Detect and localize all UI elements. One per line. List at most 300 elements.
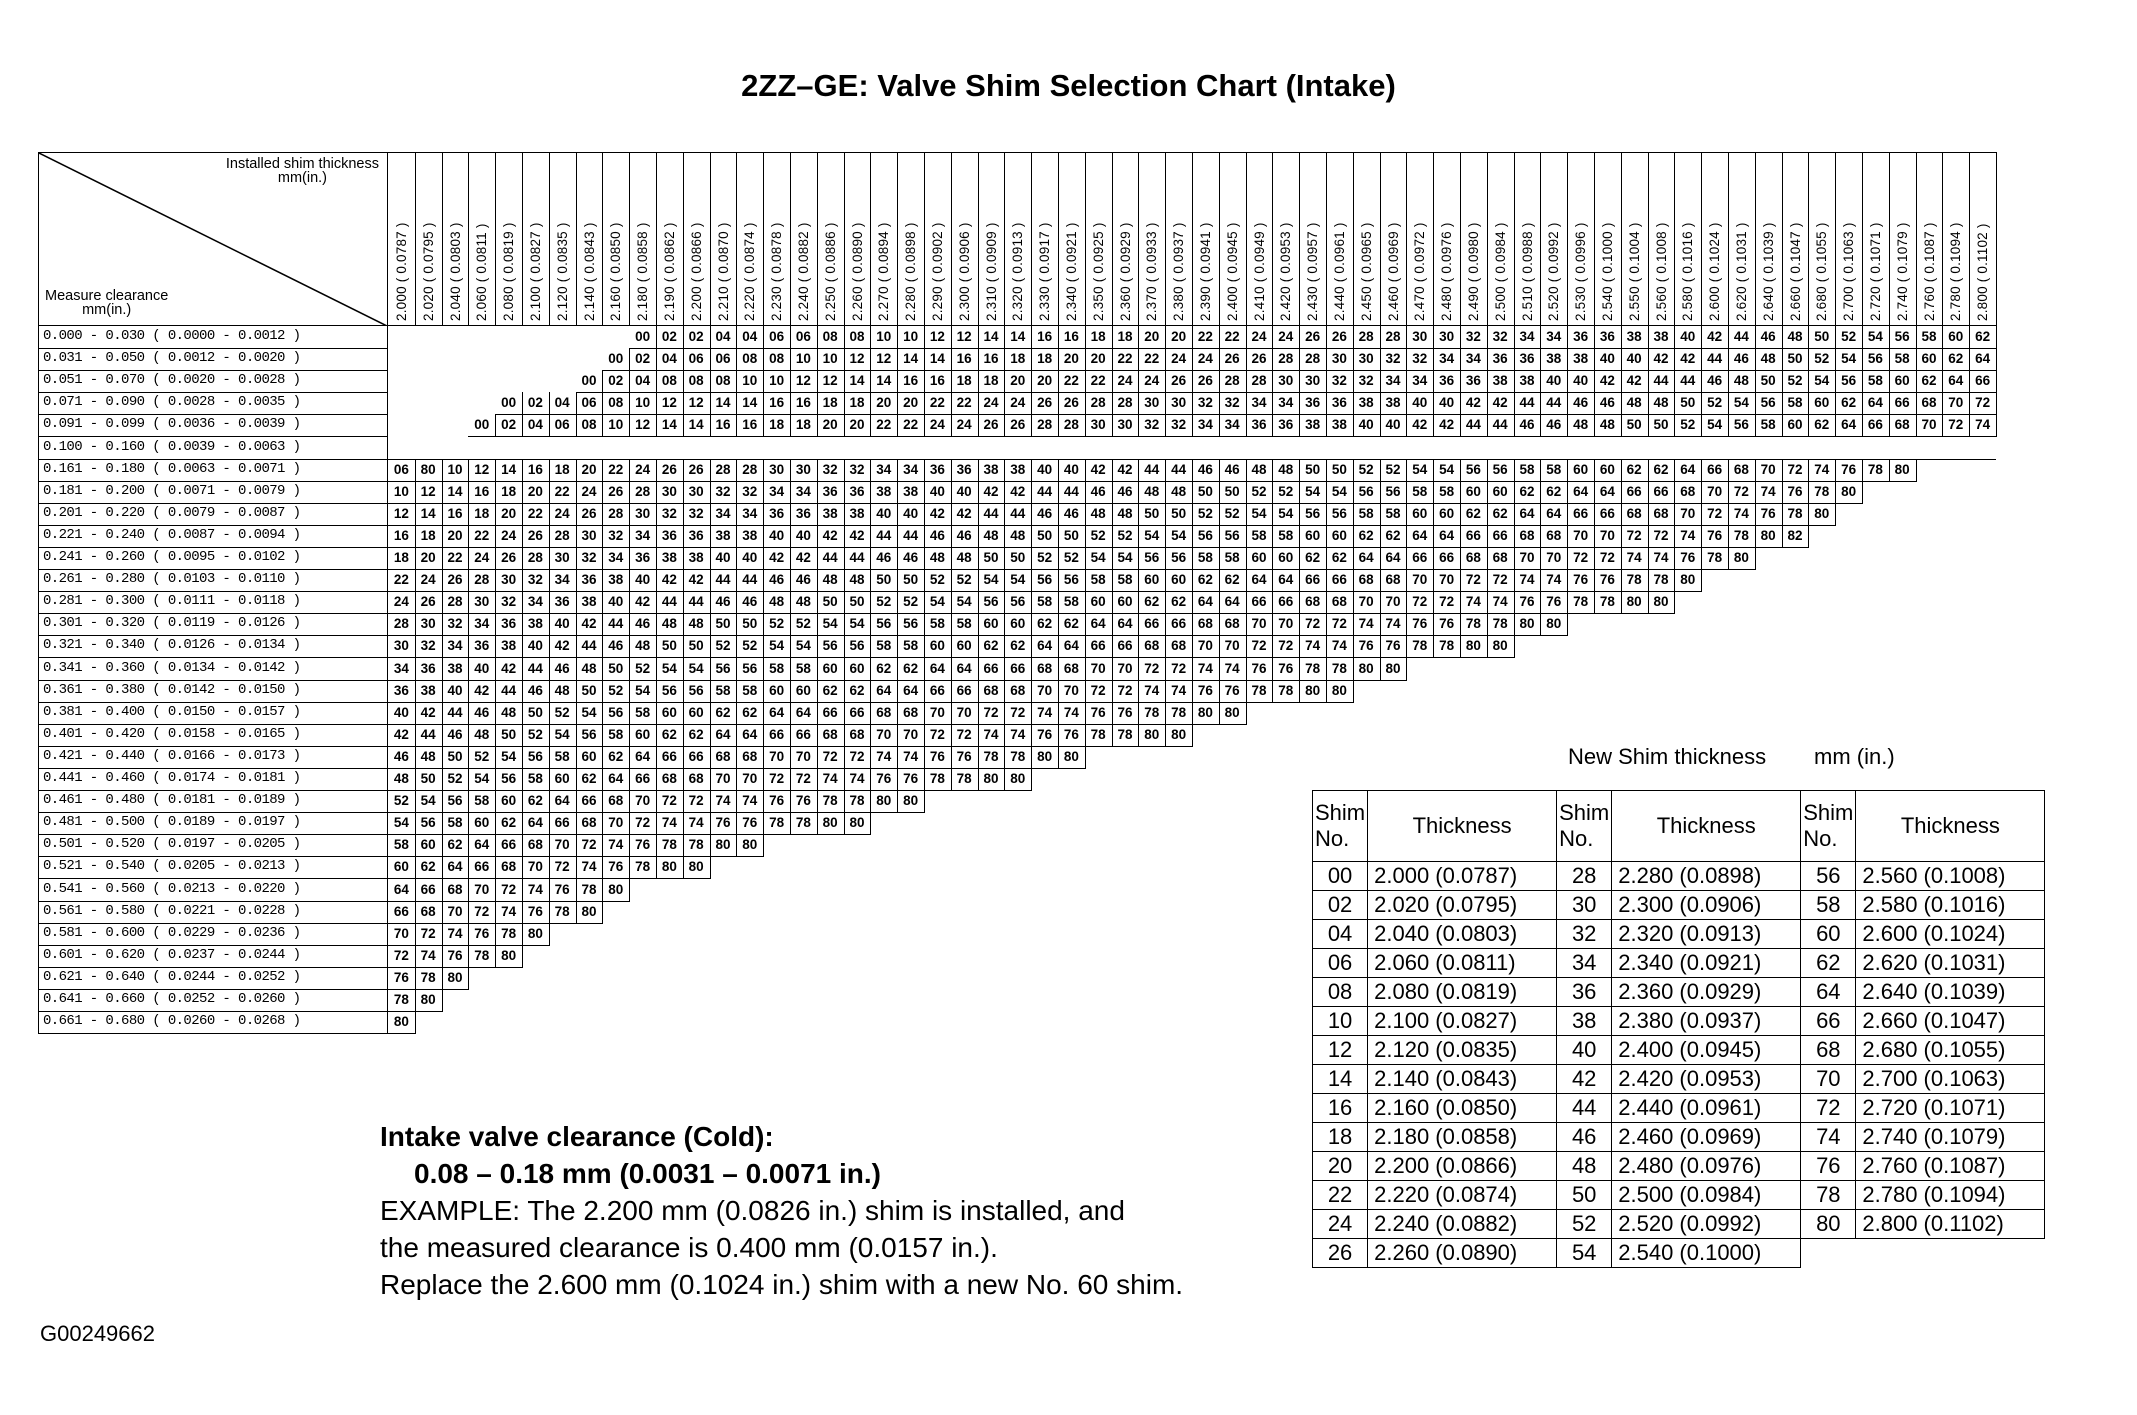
shim-cell: 60 — [978, 613, 1006, 636]
shim-cell: 66 — [1594, 503, 1622, 526]
shim-cell: 20 — [415, 547, 443, 570]
shim-cell: 64 — [522, 812, 550, 835]
shim-cell: 64 — [468, 834, 496, 857]
shim-cell: 70 — [1514, 547, 1542, 570]
shim-cell: 48 — [495, 702, 523, 725]
shim-cell: 36 — [576, 569, 604, 592]
installed-col-header — [1380, 152, 1408, 326]
shim-cell: 16 — [388, 525, 416, 548]
shim-cell: 74 — [1808, 459, 1836, 482]
shim-cell: 80 — [1058, 746, 1086, 769]
shim-cell: 62 — [1540, 481, 1568, 504]
installed-col-label: 2.240 ( 0.0882 ) — [796, 222, 811, 321]
shim-cell: 64 — [763, 702, 791, 725]
shim-cell: 34 — [1433, 348, 1461, 371]
shim-thickness-cell: 2.700 (0.1063) — [1856, 1065, 2045, 1094]
shim-cell: 80 — [442, 967, 470, 990]
shim-cell: 28 — [629, 481, 657, 504]
shim-cell: 52 — [710, 635, 738, 658]
shim-cell: 12 — [656, 392, 684, 415]
shim-cell: 54 — [1862, 326, 1890, 349]
empty-cell — [468, 370, 495, 392]
shim-cell: 28 — [1085, 392, 1113, 415]
shim-thickness-cell: 2.640 (0.1039) — [1856, 978, 2045, 1007]
shim-cell: 56 — [870, 613, 898, 636]
shim-cell: 80 — [978, 768, 1006, 791]
shim-cell: 58 — [790, 658, 818, 681]
clearance-row-label — [38, 834, 388, 857]
shim-cell: 66 — [1567, 503, 1595, 526]
shim-thickness-cell — [1856, 1239, 2045, 1268]
shim-cell: 64 — [442, 856, 470, 879]
shim-cell: 72 — [844, 746, 872, 769]
shim-thickness-cell: 2.360 (0.0929) — [1612, 978, 1801, 1007]
shim-thickness-cell: 2.160 (0.0850) — [1368, 1094, 1557, 1123]
shim-cell: 18 — [978, 370, 1006, 393]
shim-cell: 28 — [1031, 414, 1059, 437]
installed-col-label: 2.020 ( 0.0795 ) — [420, 222, 436, 321]
shim-cell: 26 — [683, 459, 711, 482]
shim-cell: 40 — [1594, 348, 1622, 371]
shim-no-cell: 40 — [1557, 1036, 1612, 1065]
shim-cell: 32 — [1219, 392, 1247, 415]
shim-cell: 20 — [1165, 326, 1193, 349]
shim-cell: 52 — [1701, 392, 1729, 415]
installed-col-header — [388, 152, 416, 326]
shim-cell: 60 — [388, 856, 416, 879]
shim-cell: 36 — [1246, 414, 1274, 437]
shim-cell: 22 — [1085, 370, 1113, 393]
shim-cell: 74 — [736, 790, 764, 813]
new-shim-header-row — [1313, 791, 2045, 862]
shim-cell: 50 — [1031, 525, 1059, 548]
shim-cell: 10 — [870, 326, 898, 349]
shim-cell: 18 — [388, 547, 416, 570]
shim-cell: 76 — [1353, 635, 1381, 658]
shim-cell: 80 — [1192, 702, 1220, 725]
empty-cell — [388, 348, 415, 370]
clearance-row-label — [38, 481, 388, 504]
installed-col-label: 2.250 ( 0.0886 ) — [822, 222, 838, 321]
shim-cell: 02 — [495, 414, 523, 437]
shim-cell: 80 — [576, 901, 604, 924]
shim-cell: 70 — [897, 724, 925, 747]
shim-cell: 14 — [870, 370, 898, 393]
shim-thickness-cell: 2.500 (0.0984) — [1612, 1181, 1801, 1210]
shim-no-cell: 22 — [1313, 1181, 1368, 1210]
shim-cell: 16 — [790, 392, 818, 415]
shim-cell: 38 — [442, 658, 470, 681]
shim-cell: 72 — [1728, 481, 1756, 504]
shim-cell: 26 — [495, 547, 523, 570]
shim-cell: 12 — [388, 503, 416, 526]
shim-cell: 58 — [763, 658, 791, 681]
installed-col-label: 2.310 ( 0.0909 ) — [983, 222, 999, 321]
installed-col-header — [978, 152, 1006, 326]
shim-cell: 74 — [1487, 591, 1515, 614]
shim-cell: 44 — [817, 547, 845, 570]
shim-cell: 64 — [1942, 370, 1970, 393]
clearance-row-label — [38, 348, 388, 371]
shim-cell: 42 — [1594, 370, 1622, 393]
shim-cell: 68 — [710, 746, 738, 769]
shim-cell: 42 — [388, 724, 416, 747]
shim-cell: 32 — [415, 635, 443, 658]
shim-cell: 74 — [1380, 613, 1408, 636]
shim-cell: 16 — [736, 414, 764, 437]
shim-cell: 36 — [415, 658, 443, 681]
shim-no-cell: 66 — [1801, 1007, 1856, 1036]
installed-col-label: 2.350 ( 0.0925 ) — [1090, 222, 1106, 321]
shim-cell: 30 — [415, 613, 443, 636]
shim-cell: 68 — [844, 724, 872, 747]
shim-cell: 78 — [1728, 525, 1756, 548]
shim-thickness-cell: 2.220 (0.0874) — [1368, 1181, 1557, 1210]
shim-cell: 42 — [1487, 392, 1515, 415]
shim-cell: 44 — [1728, 326, 1756, 349]
shim-cell: 70 — [1674, 503, 1702, 526]
shim-cell: 46 — [388, 746, 416, 769]
shim-cell: 50 — [1299, 459, 1327, 482]
shim-cell: 54 — [924, 591, 952, 614]
shim-cell: 54 — [549, 724, 577, 747]
note-example-line3: Replace the 2.600 mm (0.1024 in.) shim with a new No. 60 shim. — [380, 1269, 1184, 1300]
shim-cell: 14 — [1004, 326, 1032, 349]
shim-cell: 40 — [951, 481, 979, 504]
shim-cell: 74 — [656, 812, 684, 835]
empty-cell — [442, 392, 469, 414]
shim-cell: 72 — [683, 790, 711, 813]
shim-cell: 68 — [1674, 481, 1702, 504]
shim-cell: 18 — [763, 414, 791, 437]
shim-cell: 72 — [388, 945, 416, 968]
installed-col-header — [468, 152, 496, 326]
shim-cell: 14 — [442, 481, 470, 504]
installed-col-label: 2.720 ( 0.1071 ) — [1868, 222, 1883, 321]
shim-cell: 16 — [468, 481, 496, 504]
shim-cell: 56 — [1004, 591, 1032, 614]
shim-cell: 32 — [710, 481, 738, 504]
installed-col-header — [576, 152, 604, 326]
corner-header — [38, 152, 388, 326]
shim-cell: 34 — [1406, 370, 1434, 393]
shim-cell: 40 — [1674, 326, 1702, 349]
shim-cell: 60 — [415, 834, 443, 857]
shim-cell: 60 — [1942, 326, 1970, 349]
shim-thickness-cell: 2.480 (0.0976) — [1612, 1152, 1801, 1181]
shim-cell: 44 — [1540, 392, 1568, 415]
shim-cell: 46 — [790, 569, 818, 592]
shim-cell: 74 — [710, 790, 738, 813]
shim-cell: 60 — [1299, 525, 1327, 548]
shim-cell: 68 — [1031, 658, 1059, 681]
shim-cell: 66 — [683, 746, 711, 769]
shim-cell: 22 — [1058, 370, 1086, 393]
empty-cell — [468, 392, 495, 414]
shim-cell: 78 — [1165, 702, 1193, 725]
shim-cell: 42 — [1406, 414, 1434, 437]
shim-cell: 74 — [1326, 635, 1354, 658]
shim-cell: 32 — [1165, 414, 1193, 437]
shim-cell: 38 — [683, 547, 711, 570]
shim-cell: 72 — [1112, 680, 1140, 703]
shim-cell: 32 — [1138, 414, 1166, 437]
shim-cell: 64 — [1674, 459, 1702, 482]
shim-cell: 58 — [1219, 547, 1247, 570]
shim-no-cell: 28 — [1557, 862, 1612, 891]
shim-cell: 66 — [1862, 414, 1890, 437]
installed-col-header — [1487, 152, 1515, 326]
shim-cell: 66 — [1165, 613, 1193, 636]
shim-cell: 68 — [576, 812, 604, 835]
shim-cell: 48 — [951, 547, 979, 570]
shim-cell: 60 — [576, 746, 604, 769]
shim-cell: 50 — [495, 724, 523, 747]
shim-cell: 74 — [817, 768, 845, 791]
shim-cell: 80 — [1755, 525, 1783, 548]
shim-cell: 28 — [736, 459, 764, 482]
shim-thickness-cell: 2.000 (0.0787) — [1368, 862, 1557, 891]
shim-cell: 16 — [710, 414, 738, 437]
shim-cell: 24 — [978, 392, 1006, 415]
shim-cell: 52 — [1380, 459, 1408, 482]
shim-no-header: Shim No. — [1313, 791, 1368, 862]
shim-cell: 50 — [1165, 503, 1193, 526]
shim-cell: 10 — [629, 392, 657, 415]
shim-cell: 02 — [629, 348, 657, 371]
shim-cell: 42 — [495, 658, 523, 681]
shim-cell: 68 — [1192, 613, 1220, 636]
shim-cell: 24 — [1272, 326, 1300, 349]
installed-col-label: 2.140 ( 0.0843 ) — [581, 222, 597, 321]
shim-cell: 68 — [1889, 414, 1917, 437]
shim-cell: 10 — [763, 370, 791, 393]
shim-cell: 32 — [656, 503, 684, 526]
installed-col-header — [683, 152, 711, 326]
installed-col-header — [1674, 152, 1702, 326]
clearance-range-text: 0.281 - 0.300 ( 0.0111 - 0.0118 ) — [43, 593, 301, 610]
shim-cell: 76 — [870, 768, 898, 791]
shim-thickness-cell: 2.580 (0.1016) — [1856, 891, 2045, 920]
shim-thickness-cell: 2.660 (0.1047) — [1856, 1007, 2045, 1036]
shim-cell: 52 — [1058, 547, 1086, 570]
shim-cell: 76 — [1567, 569, 1595, 592]
shim-cell: 72 — [763, 768, 791, 791]
shim-cell: 02 — [602, 370, 630, 393]
shim-cell: 60 — [549, 768, 577, 791]
shim-no-cell: 10 — [1313, 1007, 1368, 1036]
installed-col-label: 2.490 ( 0.0980 ) — [1466, 222, 1481, 321]
shim-cell: 80 — [522, 923, 550, 946]
empty-cell — [415, 348, 442, 370]
shim-cell: 52 — [924, 569, 952, 592]
shim-thickness-cell: 2.260 (0.0890) — [1368, 1239, 1557, 1268]
shim-cell: 52 — [629, 658, 657, 681]
shim-cell: 56 — [817, 635, 845, 658]
shim-no-cell: 00 — [1313, 862, 1368, 891]
shim-cell: 18 — [415, 525, 443, 548]
shim-cell: 48 — [763, 591, 791, 614]
shim-cell: 34 — [870, 459, 898, 482]
shim-cell: 80 — [656, 856, 684, 879]
shim-cell: 68 — [1540, 525, 1568, 548]
shim-cell: 42 — [1701, 326, 1729, 349]
installed-col-label: 2.400 ( 0.0945 ) — [1224, 222, 1240, 321]
shim-cell: 66 — [1433, 547, 1461, 570]
shim-cell: 50 — [897, 569, 925, 592]
shim-cell: 80 — [1621, 591, 1649, 614]
installed-col-label: 2.510 ( 0.0988 ) — [1519, 222, 1535, 321]
shim-cell: 54 — [1728, 392, 1756, 415]
shim-cell: 32 — [736, 481, 764, 504]
shim-cell: 26 — [1299, 326, 1327, 349]
shim-no-header: Shim No. — [1801, 791, 1856, 862]
shim-cell: 52 — [1219, 503, 1247, 526]
shim-cell: 64 — [1031, 635, 1059, 658]
corner-bottom-label: Measure clearance mm(in.) — [45, 288, 169, 318]
shim-cell: 48 — [549, 680, 577, 703]
shim-cell: 20 — [844, 414, 872, 437]
shim-no-cell: 08 — [1313, 978, 1368, 1007]
shim-cell: 18 — [1112, 326, 1140, 349]
installed-col-header — [1138, 152, 1166, 326]
shim-cell: 48 — [1112, 503, 1140, 526]
shim-cell: 54 — [1165, 525, 1193, 548]
shim-cell: 46 — [549, 658, 577, 681]
shim-cell: 70 — [468, 879, 496, 902]
shim-cell: 40 — [522, 635, 550, 658]
shim-cell: 20 — [1085, 348, 1113, 371]
shim-cell: 68 — [495, 856, 523, 879]
shim-cell: 60 — [1326, 525, 1354, 548]
shim-cell: 22 — [1192, 326, 1220, 349]
shim-cell: 48 — [1004, 525, 1032, 548]
clearance-row-label — [38, 879, 388, 902]
clearance-row-label — [38, 680, 388, 703]
shim-cell: 32 — [576, 547, 604, 570]
shim-cell: 48 — [415, 746, 443, 769]
installed-col-label: 2.340 ( 0.0921 ) — [1064, 222, 1079, 321]
shim-no-cell: 44 — [1557, 1094, 1612, 1123]
shim-cell: 40 — [924, 481, 952, 504]
blank-spec-row — [388, 437, 1996, 460]
shim-cell: 80 — [602, 879, 630, 902]
shim-cell: 62 — [415, 856, 443, 879]
clearance-row-label — [38, 989, 388, 1012]
shim-cell: 30 — [1433, 326, 1461, 349]
clearance-row-label — [38, 812, 388, 835]
shim-cell: 56 — [844, 635, 872, 658]
shim-cell: 44 — [656, 591, 684, 614]
shim-cell: 36 — [495, 613, 523, 636]
shim-cell: 74 — [1755, 481, 1783, 504]
shim-cell: 68 — [736, 746, 764, 769]
clearance-range-text: 0.381 - 0.400 ( 0.0150 - 0.0157 ) — [43, 703, 301, 720]
shim-cell: 58 — [1540, 459, 1568, 482]
shim-cell: 64 — [1433, 525, 1461, 548]
shim-cell: 64 — [1246, 569, 1274, 592]
shim-cell: 44 — [683, 591, 711, 614]
empty-cell — [495, 348, 522, 370]
shim-cell: 56 — [1460, 459, 1488, 482]
installed-col-label: 2.480 ( 0.0976 ) — [1439, 222, 1455, 321]
shim-cell: 76 — [1112, 702, 1140, 725]
shim-cell: 16 — [522, 459, 550, 482]
shim-cell: 78 — [388, 989, 416, 1012]
empty-cell — [388, 392, 415, 414]
shim-cell: 50 — [1674, 392, 1702, 415]
shim-cell: 78 — [763, 812, 791, 835]
shim-cell: 38 — [522, 613, 550, 636]
shim-cell: 46 — [602, 635, 630, 658]
shim-cell: 30 — [1165, 392, 1193, 415]
shim-cell: 28 — [1112, 392, 1140, 415]
shim-cell: 64 — [1112, 613, 1140, 636]
shim-cell: 82 — [1782, 525, 1810, 548]
shim-thickness-cell: 2.080 (0.0819) — [1368, 978, 1557, 1007]
shim-cell: 40 — [1058, 459, 1086, 482]
shim-no-cell: 72 — [1801, 1094, 1856, 1123]
shim-cell: 50 — [710, 613, 738, 636]
shim-cell: 50 — [817, 591, 845, 614]
shim-cell: 34 — [710, 503, 738, 526]
installed-col-header — [870, 152, 898, 326]
shim-cell: 52 — [1272, 481, 1300, 504]
shim-cell: 30 — [629, 503, 657, 526]
shim-cell: 12 — [683, 392, 711, 415]
empty-cell — [602, 326, 629, 348]
shim-cell: 56 — [978, 591, 1006, 614]
shim-cell: 64 — [1540, 503, 1568, 526]
shim-cell: 58 — [1406, 481, 1434, 504]
shim-cell: 64 — [549, 790, 577, 813]
shim-cell: 46 — [1594, 392, 1622, 415]
clearance-range-text: 0.091 - 0.099 ( 0.0036 - 0.0039 ) — [43, 416, 301, 433]
shim-cell: 34 — [549, 569, 577, 592]
shim-cell: 36 — [1460, 370, 1488, 393]
shim-cell: 72 — [817, 746, 845, 769]
installed-col-header — [1808, 152, 1836, 326]
installed-col-header — [1648, 152, 1676, 326]
shim-cell: 60 — [1165, 569, 1193, 592]
shim-cell: 58 — [468, 790, 496, 813]
shim-cell: 62 — [1487, 503, 1515, 526]
shim-cell: 42 — [978, 481, 1006, 504]
shim-cell: 78 — [1808, 481, 1836, 504]
installed-col-label: 2.740 ( 0.1079 ) — [1894, 222, 1910, 321]
shim-no-cell: 58 — [1801, 891, 1856, 920]
shim-cell: 30 — [1272, 370, 1300, 393]
shim-cell: 22 — [1219, 326, 1247, 349]
shim-cell: 04 — [656, 348, 684, 371]
installed-col-label: 2.780 ( 0.1094 ) — [1948, 222, 1964, 321]
shim-cell: 42 — [1112, 459, 1140, 482]
shim-no-cell: 70 — [1801, 1065, 1856, 1094]
shim-cell: 72 — [1299, 613, 1327, 636]
shim-cell: 22 — [388, 569, 416, 592]
shim-cell: 64 — [1272, 569, 1300, 592]
shim-cell: 32 — [442, 613, 470, 636]
shim-cell: 34 — [1380, 370, 1408, 393]
shim-cell: 16 — [978, 348, 1006, 371]
shim-cell: 54 — [656, 658, 684, 681]
shim-cell: 24 — [629, 459, 657, 482]
shim-cell: 74 — [1621, 547, 1649, 570]
clearance-row-label — [38, 547, 388, 570]
shim-cell: 18 — [495, 481, 523, 504]
shim-cell: 74 — [1353, 613, 1381, 636]
shim-cell: 56 — [576, 724, 604, 747]
